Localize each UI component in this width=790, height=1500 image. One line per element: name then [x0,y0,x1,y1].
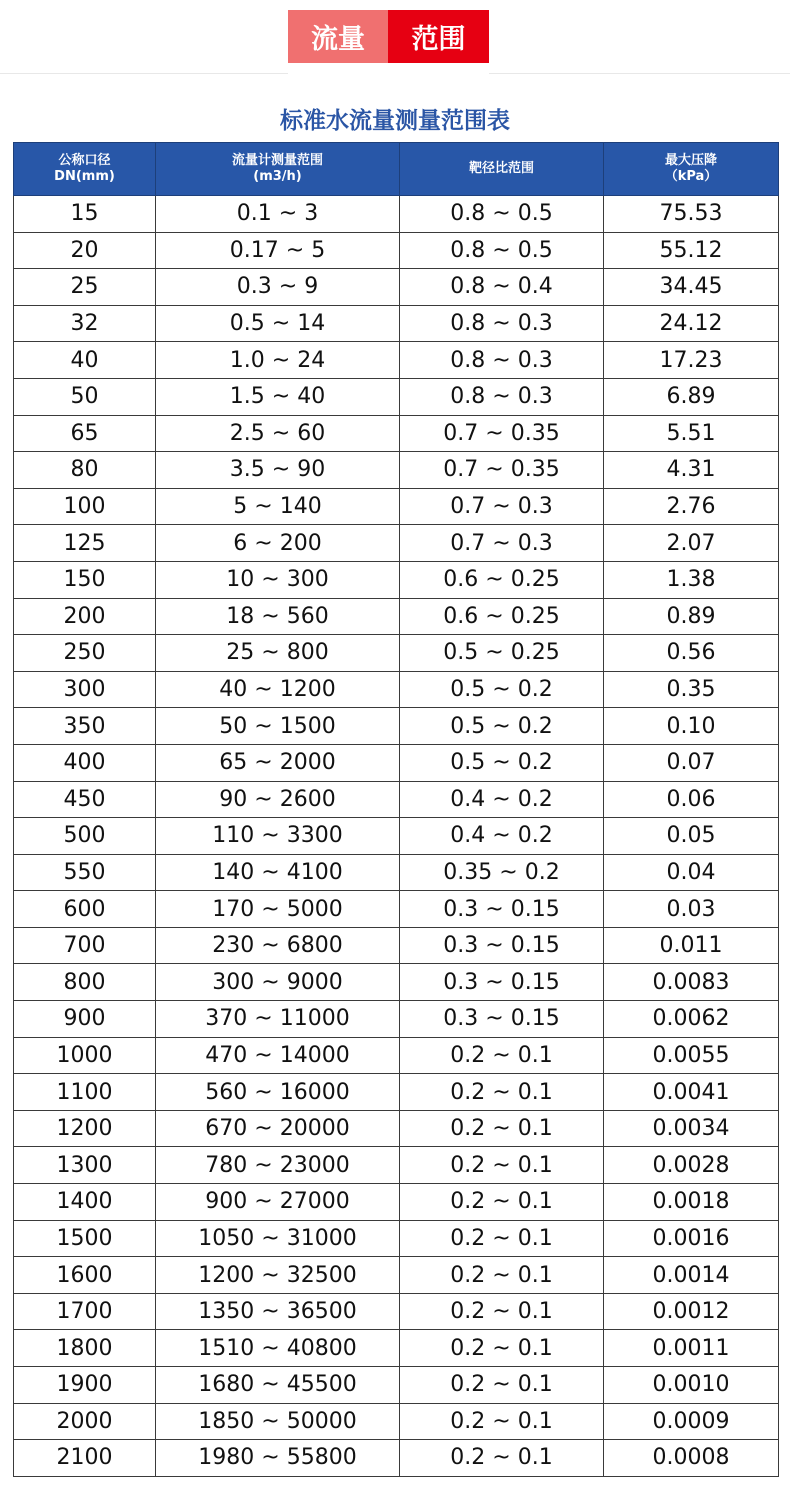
cell-dn: 100 [14,488,156,525]
table-row [14,1001,779,1038]
cell-target-ratio: 0.2 ~ 0.1 [400,1330,604,1367]
header-target-ratio [400,143,604,196]
cell-flow-range: 1200 ~ 32500 [156,1257,400,1294]
cell-flow-range: 1680 ~ 45500 [156,1367,400,1404]
table-row [14,196,779,233]
cell-target-ratio: 0.7 ~ 0.3 [400,525,604,562]
cell-pressure-drop: 1.38 [604,561,779,598]
cell-pressure-drop: 0.0009 [604,1403,779,1440]
cell-flow-range: 3.5 ~ 90 [156,452,400,489]
table-row [14,232,779,269]
cell-pressure-drop: 0.0011 [604,1330,779,1367]
banner-left-label: 流量 [288,10,388,63]
cell-dn: 25 [14,269,156,306]
header-line: DN(mm) [54,169,115,184]
table-row [14,378,779,415]
cell-pressure-drop: 0.06 [604,781,779,818]
cell-pressure-drop: 0.56 [604,635,779,672]
cell-target-ratio: 0.3 ~ 0.15 [400,891,604,928]
cell-dn: 800 [14,964,156,1001]
cell-pressure-drop: 2.76 [604,488,779,525]
cell-target-ratio: 0.2 ~ 0.1 [400,1440,604,1477]
cell-flow-range: 0.5 ~ 14 [156,305,400,342]
cell-flow-range: 0.17 ~ 5 [156,232,400,269]
cell-target-ratio: 0.2 ~ 0.1 [400,1074,604,1111]
table-row [14,1293,779,1330]
cell-target-ratio: 0.8 ~ 0.3 [400,378,604,415]
cell-pressure-drop: 0.10 [604,708,779,745]
cell-dn: 1100 [14,1074,156,1111]
cell-dn: 500 [14,818,156,855]
cell-flow-range: 0.1 ~ 3 [156,196,400,233]
header-max-pressure-drop [604,143,779,196]
cell-dn: 20 [14,232,156,269]
cell-flow-range: 370 ~ 11000 [156,1001,400,1038]
cell-flow-range: 170 ~ 5000 [156,891,400,928]
cell-dn: 150 [14,561,156,598]
table-row [14,854,779,891]
cell-target-ratio: 0.8 ~ 0.5 [400,232,604,269]
cell-flow-range: 1850 ~ 50000 [156,1403,400,1440]
cell-dn: 1700 [14,1293,156,1330]
cell-dn: 2100 [14,1440,156,1477]
cell-dn: 900 [14,1001,156,1038]
table-row [14,1367,779,1404]
table-row [14,635,779,672]
cell-flow-range: 90 ~ 2600 [156,781,400,818]
cell-pressure-drop: 0.011 [604,927,779,964]
cell-pressure-drop: 0.0055 [604,1037,779,1074]
header-line: (m3/h) [253,169,302,184]
table-row [14,1184,779,1221]
cell-target-ratio: 0.2 ~ 0.1 [400,1220,604,1257]
table-row [14,708,779,745]
cell-pressure-drop: 75.53 [604,196,779,233]
cell-pressure-drop: 0.0083 [604,964,779,1001]
cell-flow-range: 10 ~ 300 [156,561,400,598]
table-row [14,891,779,928]
cell-dn: 400 [14,744,156,781]
cell-target-ratio: 0.8 ~ 0.3 [400,342,604,379]
cell-dn: 350 [14,708,156,745]
cell-flow-range: 1980 ~ 55800 [156,1440,400,1477]
cell-pressure-drop: 0.0018 [604,1184,779,1221]
cell-target-ratio: 0.2 ~ 0.1 [400,1184,604,1221]
cell-pressure-drop: 0.0014 [604,1257,779,1294]
cell-pressure-drop: 0.0010 [604,1367,779,1404]
cell-dn: 450 [14,781,156,818]
cell-target-ratio: 0.35 ~ 0.2 [400,854,604,891]
cell-dn: 700 [14,927,156,964]
cell-target-ratio: 0.2 ~ 0.1 [400,1293,604,1330]
cell-target-ratio: 0.5 ~ 0.25 [400,635,604,672]
table-row [14,342,779,379]
cell-pressure-drop: 24.12 [604,305,779,342]
table-row [14,671,779,708]
cell-flow-range: 560 ~ 16000 [156,1074,400,1111]
cell-pressure-drop: 0.0034 [604,1110,779,1147]
header-line: 靶径比范围 [468,161,534,176]
cell-pressure-drop: 4.31 [604,452,779,489]
cell-pressure-drop: 0.0041 [604,1074,779,1111]
cell-flow-range: 0.3 ~ 9 [156,269,400,306]
cell-flow-range: 110 ~ 3300 [156,818,400,855]
cell-flow-range: 1510 ~ 40800 [156,1330,400,1367]
cell-dn: 1600 [14,1257,156,1294]
cell-dn: 300 [14,671,156,708]
cell-pressure-drop: 0.05 [604,818,779,855]
cell-dn: 550 [14,854,156,891]
cell-dn: 125 [14,525,156,562]
cell-pressure-drop: 17.23 [604,342,779,379]
table-row [14,269,779,306]
table-row [14,415,779,452]
cell-flow-range: 18 ~ 560 [156,598,400,635]
cell-target-ratio: 0.2 ~ 0.1 [400,1147,604,1184]
table-row [14,1220,779,1257]
cell-pressure-drop: 0.0028 [604,1147,779,1184]
cell-target-ratio: 0.7 ~ 0.35 [400,415,604,452]
section-banner [288,10,489,63]
cell-target-ratio: 0.2 ~ 0.1 [400,1257,604,1294]
cell-dn: 1000 [14,1037,156,1074]
table-row [14,525,779,562]
cell-flow-range: 50 ~ 1500 [156,708,400,745]
table-row [14,561,779,598]
header-nominal-diameter [14,143,156,196]
cell-flow-range: 470 ~ 14000 [156,1037,400,1074]
table-row [14,1403,779,1440]
table-row [14,1074,779,1111]
cell-pressure-drop: 0.04 [604,854,779,891]
cell-target-ratio: 0.4 ~ 0.2 [400,818,604,855]
table-row [14,1037,779,1074]
cell-flow-range: 1.5 ~ 40 [156,378,400,415]
cell-target-ratio: 0.5 ~ 0.2 [400,744,604,781]
divider-left [0,73,288,74]
cell-target-ratio: 0.3 ~ 0.15 [400,927,604,964]
cell-pressure-drop: 55.12 [604,232,779,269]
cell-flow-range: 140 ~ 4100 [156,854,400,891]
cell-flow-range: 40 ~ 1200 [156,671,400,708]
cell-flow-range: 1350 ~ 36500 [156,1293,400,1330]
table-row [14,1147,779,1184]
cell-target-ratio: 0.2 ~ 0.1 [400,1403,604,1440]
cell-pressure-drop: 6.89 [604,378,779,415]
table-row [14,305,779,342]
table-row [14,1110,779,1147]
cell-pressure-drop: 0.35 [604,671,779,708]
cell-dn: 200 [14,598,156,635]
table-row [14,818,779,855]
cell-dn: 1300 [14,1147,156,1184]
cell-flow-range: 1.0 ~ 24 [156,342,400,379]
cell-dn: 1200 [14,1110,156,1147]
cell-pressure-drop: 0.03 [604,891,779,928]
cell-pressure-drop: 0.07 [604,744,779,781]
table-row [14,452,779,489]
cell-target-ratio: 0.8 ~ 0.5 [400,196,604,233]
cell-flow-range: 1050 ~ 31000 [156,1220,400,1257]
table-row [14,1440,779,1477]
table-row [14,964,779,1001]
cell-target-ratio: 0.2 ~ 0.1 [400,1037,604,1074]
table-row [14,488,779,525]
cell-dn: 1800 [14,1330,156,1367]
cell-dn: 80 [14,452,156,489]
cell-target-ratio: 0.2 ~ 0.1 [400,1367,604,1404]
cell-dn: 250 [14,635,156,672]
divider-right [489,73,790,74]
cell-target-ratio: 0.6 ~ 0.25 [400,561,604,598]
header-line: （kPa） [664,169,718,184]
cell-target-ratio: 0.3 ~ 0.15 [400,964,604,1001]
header-flow-range [156,143,400,196]
table-row [14,927,779,964]
cell-pressure-drop: 0.0008 [604,1440,779,1477]
cell-target-ratio: 0.3 ~ 0.15 [400,1001,604,1038]
table-row [14,744,779,781]
cell-dn: 1400 [14,1184,156,1221]
cell-target-ratio: 0.7 ~ 0.3 [400,488,604,525]
cell-flow-range: 2.5 ~ 60 [156,415,400,452]
table-row [14,781,779,818]
cell-target-ratio: 0.2 ~ 0.1 [400,1110,604,1147]
banner-right-label: 范围 [388,10,489,63]
cell-pressure-drop: 0.0016 [604,1220,779,1257]
cell-target-ratio: 0.8 ~ 0.3 [400,305,604,342]
table-body [14,196,779,1477]
table-row [14,598,779,635]
cell-pressure-drop: 34.45 [604,269,779,306]
cell-pressure-drop: 0.0062 [604,1001,779,1038]
cell-dn: 65 [14,415,156,452]
table-row [14,1257,779,1294]
cell-flow-range: 65 ~ 2000 [156,744,400,781]
table-row [14,1330,779,1367]
cell-pressure-drop: 0.89 [604,598,779,635]
cell-flow-range: 670 ~ 20000 [156,1110,400,1147]
page-title: 标准水流量测量范围表 [280,108,510,134]
cell-target-ratio: 0.5 ~ 0.2 [400,708,604,745]
cell-dn: 15 [14,196,156,233]
cell-target-ratio: 0.7 ~ 0.35 [400,452,604,489]
header-line: 最大压降 [664,153,717,168]
cell-flow-range: 5 ~ 140 [156,488,400,525]
table-header [14,143,779,196]
header-line: 流量计测量范围 [231,153,323,168]
cell-dn: 1500 [14,1220,156,1257]
cell-flow-range: 780 ~ 23000 [156,1147,400,1184]
cell-target-ratio: 0.5 ~ 0.2 [400,671,604,708]
cell-target-ratio: 0.4 ~ 0.2 [400,781,604,818]
cell-pressure-drop: 2.07 [604,525,779,562]
cell-dn: 2000 [14,1403,156,1440]
cell-target-ratio: 0.8 ~ 0.4 [400,269,604,306]
cell-flow-range: 230 ~ 6800 [156,927,400,964]
flow-range-table [13,142,779,1477]
header-line: 公称口径 [58,153,111,168]
cell-flow-range: 25 ~ 800 [156,635,400,672]
cell-dn: 40 [14,342,156,379]
cell-target-ratio: 0.6 ~ 0.25 [400,598,604,635]
cell-pressure-drop: 5.51 [604,415,779,452]
cell-flow-range: 900 ~ 27000 [156,1184,400,1221]
cell-flow-range: 300 ~ 9000 [156,964,400,1001]
cell-dn: 1900 [14,1367,156,1404]
cell-dn: 50 [14,378,156,415]
cell-dn: 600 [14,891,156,928]
cell-flow-range: 6 ~ 200 [156,525,400,562]
cell-dn: 32 [14,305,156,342]
cell-pressure-drop: 0.0012 [604,1293,779,1330]
